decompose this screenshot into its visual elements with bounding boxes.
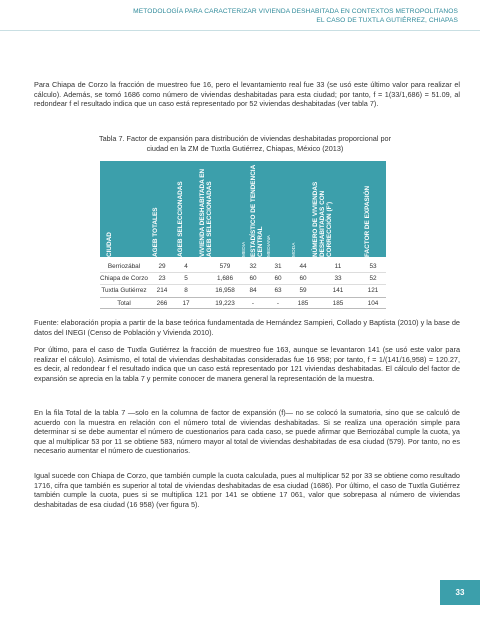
paragraph-chiapa-quota: Igual sucede con Chiapa de Corzo, que también cumple la cuota calculada, pues al multiplicar 52 por 33 se obtiene como resultado 1716, cifra que también es superior al total de viviendas deshabitadas de esa ciudad (1686). Por último, el caso de Tuxtla Gutiérrez también cumple la cuota, pues si se multiplica 121 por 141 se obtiene 17 061, valor que sobrepasa al número de viviendas deshabitadas de esa ciudad (16 958) (ver figura 5). <box>34 471 460 509</box>
cell-vivienda: 19,223 <box>215 300 235 307</box>
cell-ciudad: Tuxtla Gutiérrez <box>101 287 147 294</box>
running-header-title: METODOLOGÍA PARA CARACTERIZAR VIVIENDA DESHABITADA EN CONTEXTOS METROPOLITANOS <box>133 8 458 15</box>
cell-vivienda: 579 <box>219 263 231 270</box>
cell-ageb-sel: 5 <box>184 275 188 282</box>
cell-moda: 59 <box>299 287 307 294</box>
cell-ageb-totales: 266 <box>156 300 168 307</box>
cell-factor: 53 <box>369 263 377 270</box>
cell-moda: 44 <box>299 263 307 270</box>
cell-numero: 185 <box>332 300 344 307</box>
cell-media: 84 <box>249 287 257 294</box>
cell-factor: 52 <box>369 275 377 282</box>
cell-numero: 11 <box>334 263 342 270</box>
cell-ageb-sel: 8 <box>184 287 188 294</box>
page-number: 33 <box>440 580 480 605</box>
running-header <box>133 7 458 25</box>
table-source: Fuente: elaboración propia a partir de la base teórica fundamentada de Hernández Sampieri, Collado y Baptista (2010) y la base de datos del INEGI (Censo de Población y Vivienda 2010). <box>34 318 460 337</box>
cell-mediana: 63 <box>274 287 282 294</box>
paragraph-total-row: En la fila Total de la tabla 7 —solo en la columna de factor de expansión (f)— no se colocó la sumatoria, sino que se calculó de acuerdo con la muestra en relación con el número total de viviendas deshabitadas. Si se realiza una operación simple para determinar si se debe aumentar el número de cuestionarios para cada caso, se puede afirmar que Berriozábal cumple la cuota, ya que al multiplicar 53 por 11 se obtiene 583, número mayor al total de viviendas deshabitadas de esa ciudad (579). Por tanto, no es necesario aumentar el número de cuestionarios. <box>34 408 460 456</box>
cell-vivienda: 1,686 <box>217 275 233 282</box>
header-rule <box>0 30 480 31</box>
cell-media: 60 <box>249 275 257 282</box>
cell-ciudad: Berriozábal <box>107 263 141 270</box>
table-caption-line2: ciudad en la ZM de Tuxtla Gutiérrez, Chiapas, México (2013) <box>146 143 344 153</box>
cell-numero: 33 <box>334 275 342 282</box>
paragraph-chiapa: Para Chiapa de Corzo la fracción de muestreo fue 16, pero el levantamiento real fue 33 (se usó este último valor para realizar el cálculo). Además, se tomó 1686 como número de viviendas deshabitadas para esta ciudad; por tanto, f = 1(33/1,686) = 51.09, al redondear f el resultado indica que un caso está representado por 52 viviendas deshabitadas (ver tabla 7). <box>34 80 460 109</box>
cell-ageb-totales: 214 <box>156 287 168 294</box>
cell-moda: 185 <box>297 300 309 307</box>
table-header: CIUDAD AGEB TOTALES AGEB SELECCIONADAS VIVIENDA DESHABITADA EN AGEB SELECCIONADAS ESTADÍSTICO DE TENDENCIA CENTRAL MEDIA MEDIANA MODA NÚMERO DE VIVIENDAS DESHABITADAS CON CORRECCIÓN (F') FACTOR DE EXPASIÓN <box>100 161 386 257</box>
running-header-subtitle: EL CASO DE TUXTLA GUTIÉRREZ, CHIAPAS <box>316 17 458 24</box>
cell-mediana: - <box>276 300 280 307</box>
table-row <box>100 285 386 296</box>
table-caption <box>60 134 430 153</box>
cell-media: 32 <box>249 263 257 270</box>
table-caption-line1: Tabla 7. Factor de expansión para distribución de viviendas deshabitadas proporcional por <box>98 134 392 143</box>
table-row-total <box>100 297 386 309</box>
cell-mediana: 60 <box>274 275 282 282</box>
cell-moda: 60 <box>299 275 307 282</box>
cell-factor: 104 <box>367 300 379 307</box>
cell-mediana: 31 <box>274 263 282 270</box>
cell-factor: 121 <box>367 287 379 294</box>
cell-ciudad: Chiapa de Corzo <box>100 275 148 282</box>
cell-ageb-totales: 29 <box>158 263 166 270</box>
cell-media: - <box>251 300 255 307</box>
table-row <box>100 273 386 284</box>
table-row <box>100 261 386 272</box>
cell-ageb-totales: 23 <box>158 275 166 282</box>
paragraph-tuxtla: Por último, para el caso de Tuxtla Gutiérrez la fracción de muestreo fue 163, aunque se levantaron 141 (se usó este valor para realizar el cálculo). Asimismo, el total de viviendas deshabitadas consideradas fue 16 958; por tanto, f = 1/(141/16,958) = 120.27, es decir, al redondear f el resultado indica que un caso está representado por 121 viviendas deshabitadas. El cálculo del factor de expansión se aprecia en la tabla 7 y permite conocer de manera general la representación de la muestra. <box>34 345 460 383</box>
cell-ciudad: Total <box>117 300 131 307</box>
cell-ageb-sel: 4 <box>184 263 188 270</box>
cell-numero: 141 <box>332 287 344 294</box>
cell-ageb-sel: 17 <box>182 300 190 307</box>
cell-vivienda: 16,958 <box>215 287 235 294</box>
